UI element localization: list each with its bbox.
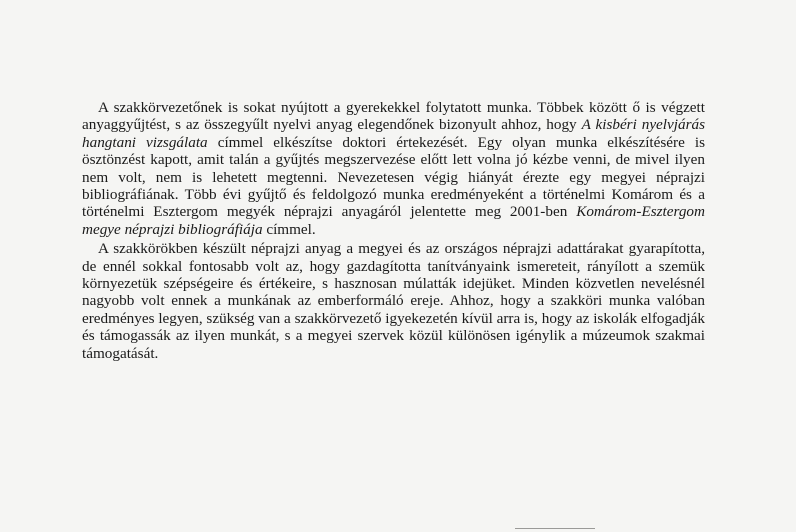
paragraph-2 bbox=[82, 240, 705, 362]
body-text bbox=[82, 99, 705, 362]
page-edge-mark bbox=[515, 528, 595, 529]
paragraph-1-segment-1: A szakkörvezetőnek is sokat nyújtott a gyerekekkel folytatott munka. Többek között ő is végzett anyaggyűjtést, s az összegyűlt nyelvi anyag elegendőnek bizonyult ahhoz, hogy bbox=[82, 99, 705, 134]
paragraph-1-segment-3: címmel elkészítse doktori értekezését. Egy olyan munka elkészítésére is ösztönzést kapott, amit talán a gyűjtés megszervezése előtt lett volna jó kézbe venni, de mivel ilyen nem volt, nem is lehetett megtenni. Nevezetesen végig hiányát érezte egy megyei néprajzi bibliográfiának. Több évi gyűjtő és feldolgozó munka eredményeként a történelmi Komárom és a történelmi Esztergom megyék néprajzi anyagáról jelentette meg 2001-ben bbox=[82, 133, 705, 221]
paragraph-1-segment-5: címmel. bbox=[262, 220, 316, 238]
bibliography-title: Komárom-Esztergom megye néprajzi bibliográfiája bbox=[82, 203, 705, 238]
paragraph-1 bbox=[82, 99, 705, 238]
paragraph-2-segment-1: A szakkörökben készült néprajzi anyag a megyei és az országos néprajzi adattárakat gyarapította, de ennél sokkal fontosabb volt az, hogy gazdagította tanítványaink ismereteit, rányílott a szemük környezetük szépségeire és értékeire, s hasznosan múlatták idejüket. Minden közvetlen nevelésnél nagyobb volt ennek a munkának az emberformáló ereje. Ahhoz, hogy a szakköri munka valóban eredményes legyen, szükség van a szakkörvezető igyekezetén kívül arra is, hogy az iskolák elfogadják és támogassák az ilyen munkát, s a megyei szervek közül különösen igénylik a múzeumok szakmai támogatását. bbox=[82, 240, 705, 362]
thesis-title: A kisbéri nyelvjárás hangtani vizsgálata bbox=[82, 116, 705, 151]
